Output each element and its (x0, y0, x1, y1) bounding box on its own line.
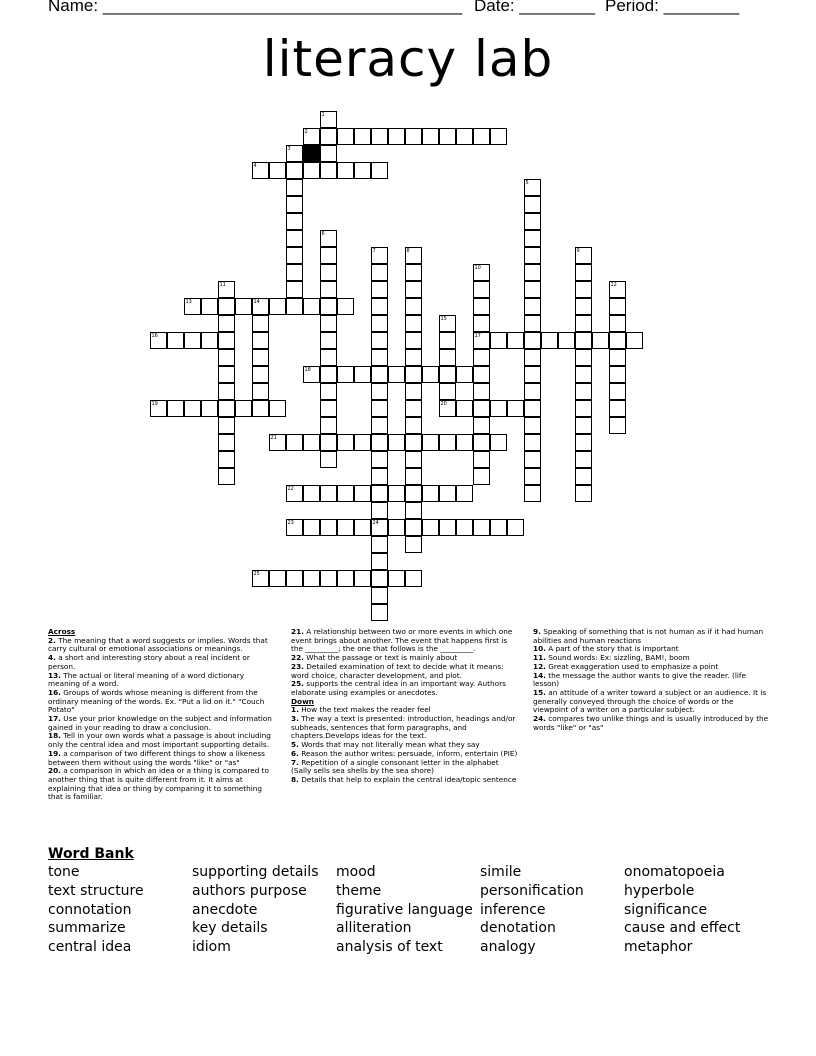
word-bank-title: Word Bank (48, 846, 134, 862)
crossword-cell[interactable] (524, 315, 541, 332)
crossword-cell[interactable] (269, 570, 286, 587)
crossword-cell[interactable] (388, 485, 405, 502)
crossword-cell[interactable] (320, 264, 337, 281)
clue-across-21: 21. A relationship between two or more events in which one event brings about another. The event that happens first is the _________; the one that follows is the _________. (291, 627, 513, 654)
crossword-cell[interactable] (218, 315, 235, 332)
crossword-cell[interactable] (609, 315, 626, 332)
crossword-cell[interactable] (473, 468, 490, 485)
crossword-cell[interactable] (286, 281, 303, 298)
crossword-cell[interactable] (303, 298, 320, 315)
crossword-cell[interactable] (320, 383, 337, 400)
crossword-cell[interactable] (303, 570, 320, 587)
crossword-cell[interactable] (354, 485, 371, 502)
word-bank-item: theme (336, 883, 382, 899)
crossword-cell[interactable] (388, 434, 405, 451)
crossword-cell[interactable] (473, 519, 490, 536)
clue-number-label: 6 (321, 230, 325, 237)
crossword-cell[interactable] (218, 468, 235, 485)
crossword-cell[interactable] (439, 332, 456, 349)
crossword-cell[interactable] (575, 298, 592, 315)
crossword-cell[interactable] (456, 485, 473, 502)
crossword-cell[interactable] (320, 434, 337, 451)
clue-number-label: 2 (304, 128, 308, 135)
crossword-cell[interactable] (524, 485, 541, 502)
clue-number-label: 25 (253, 570, 260, 577)
crossword-cell[interactable] (337, 128, 354, 145)
crossword-cell[interactable] (575, 434, 592, 451)
word-bank-item: metaphor (624, 939, 693, 955)
clue-down-6: 6. Reason the author writes: persuade, inform, entertain (PIE) (291, 748, 518, 758)
word-bank-item: summarize (48, 920, 126, 936)
crossword-cell[interactable] (524, 417, 541, 434)
crossword-cell[interactable] (473, 128, 490, 145)
crossword-cell[interactable] (337, 519, 354, 536)
crossword-cell[interactable] (439, 485, 456, 502)
crossword-cell[interactable] (337, 485, 354, 502)
crossword-cell[interactable] (269, 400, 286, 417)
crossword-cell[interactable] (405, 383, 422, 400)
crossword-cell[interactable] (473, 383, 490, 400)
clue-number-label: 5 (525, 179, 529, 186)
crossword-cell[interactable] (218, 434, 235, 451)
clue-number-label: 4 (253, 162, 257, 169)
crossword-cell[interactable] (405, 281, 422, 298)
crossword-cell[interactable] (473, 400, 490, 417)
crossword-cell[interactable] (371, 604, 388, 621)
period-field-label[interactable]: Period: ________ (605, 0, 740, 15)
crossword-cell[interactable] (592, 332, 609, 349)
crossword-cell[interactable] (507, 400, 524, 417)
crossword-cell[interactable] (575, 349, 592, 366)
clue-number-label: 16 (151, 332, 158, 339)
crossword-cell[interactable] (218, 383, 235, 400)
crossword-cell[interactable] (371, 502, 388, 519)
clue-down-12: 12. Great exaggeration used to emphasize a point (533, 661, 719, 671)
crossword-black-cell (303, 145, 320, 162)
crossword-cell[interactable] (235, 400, 252, 417)
word-bank-item: analogy (480, 939, 536, 955)
crossword-cell[interactable] (405, 298, 422, 315)
crossword-cell[interactable] (405, 366, 422, 383)
page-title: literacy lab (262, 30, 554, 88)
crossword-cell[interactable] (575, 315, 592, 332)
crossword-cell[interactable] (286, 247, 303, 264)
word-bank-item: central idea (48, 939, 132, 955)
crossword-cell[interactable] (575, 281, 592, 298)
crossword-cell[interactable] (354, 519, 371, 536)
crossword-cell[interactable] (388, 366, 405, 383)
crossword-cell[interactable] (456, 366, 473, 383)
word-bank-item: anecdote (192, 902, 258, 918)
crossword-cell[interactable] (575, 366, 592, 383)
word-bank-item: supporting details (192, 864, 319, 880)
crossword-cell[interactable] (320, 485, 337, 502)
crossword-cell[interactable] (320, 281, 337, 298)
crossword-cell[interactable] (371, 485, 388, 502)
crossword-cell[interactable] (371, 587, 388, 604)
crossword-cell[interactable] (422, 128, 439, 145)
crossword-cell[interactable] (405, 400, 422, 417)
crossword-cell[interactable] (320, 519, 337, 536)
crossword-cell[interactable] (320, 570, 337, 587)
clues-column-3 (533, 628, 769, 732)
across-heading: Across (48, 627, 76, 636)
clue-across-2: 2. The meaning that a word suggests or implies. Words that carry cultural or emotional associations or meanings. (48, 635, 268, 654)
crossword-cell[interactable] (354, 434, 371, 451)
crossword-cell[interactable] (405, 502, 422, 519)
crossword-cell[interactable] (456, 434, 473, 451)
crossword-cell[interactable] (218, 332, 235, 349)
crossword-cell[interactable] (371, 451, 388, 468)
crossword-cell[interactable] (303, 519, 320, 536)
crossword-cell[interactable] (456, 400, 473, 417)
crossword-cell[interactable] (252, 366, 269, 383)
crossword-cell[interactable] (405, 570, 422, 587)
clue-across-18: 18. Tell in your own words what a passage is about including only the central idea and most important supporting details. (48, 731, 271, 750)
clue-number-label: 21 (270, 434, 277, 441)
crossword-cell[interactable] (201, 298, 218, 315)
crossword-cell[interactable] (575, 264, 592, 281)
word-bank-item: cause and effect (624, 920, 741, 936)
crossword-cell[interactable] (371, 281, 388, 298)
crossword-cell[interactable] (524, 264, 541, 281)
crossword-cell[interactable] (286, 264, 303, 281)
crossword-cell[interactable] (524, 400, 541, 417)
crossword-cell[interactable] (490, 519, 507, 536)
clues-column-2 (291, 628, 519, 785)
crossword-cell[interactable] (371, 570, 388, 587)
down-heading: Down (291, 696, 315, 706)
crossword-cell[interactable] (286, 213, 303, 230)
crossword-cell[interactable] (354, 366, 371, 383)
crossword-cell[interactable] (286, 196, 303, 213)
clue-number-label: 7 (372, 247, 376, 254)
clue-across-23: 23. Detailed examination of text to decide what it means: word choice, character development, and plot. (291, 661, 504, 680)
crossword-cell[interactable] (507, 519, 524, 536)
crossword-cell[interactable] (354, 162, 371, 179)
clue-across-19: 19. a comparison of two different things to show a likeness between them without using the words "like" or "as" (48, 748, 265, 767)
crossword-cell[interactable] (286, 570, 303, 587)
crossword-cell[interactable] (303, 162, 320, 179)
word-bank-item: text structure (48, 883, 144, 899)
crossword-cell[interactable] (371, 162, 388, 179)
clue-number-label: 19 (151, 400, 158, 407)
clue-down-8: 8. Details that help to explain the central idea/topic sentence (291, 774, 517, 784)
word-bank-item: personification (480, 883, 584, 899)
crossword-cell[interactable] (524, 332, 541, 349)
word-bank-item: inference (480, 902, 546, 918)
crossword-cell[interactable] (286, 162, 303, 179)
crossword-cell[interactable] (575, 468, 592, 485)
crossword-cell[interactable] (609, 332, 626, 349)
crossword-cell[interactable] (286, 230, 303, 247)
clue-number-label: 22 (287, 485, 294, 492)
crossword-cell[interactable] (524, 196, 541, 213)
clue-number-label: 12 (610, 281, 617, 288)
crossword-cell[interactable] (371, 366, 388, 383)
crossword-cell[interactable] (473, 417, 490, 434)
crossword-cell[interactable] (252, 400, 269, 417)
word-bank-item: figurative language (336, 902, 473, 918)
crossword-cell[interactable] (575, 485, 592, 502)
crossword-cell[interactable] (218, 417, 235, 434)
clue-number-label: 3 (287, 145, 291, 152)
crossword-cell[interactable] (473, 366, 490, 383)
crossword-cell[interactable] (473, 315, 490, 332)
crossword-cell[interactable] (371, 264, 388, 281)
crossword-cell[interactable] (337, 162, 354, 179)
crossword-cell[interactable] (609, 349, 626, 366)
crossword-cell[interactable] (473, 281, 490, 298)
word-bank-item: key details (192, 920, 268, 936)
clue-across-22: 22. What the passage or text is mainly about (291, 653, 458, 663)
crossword-cell[interactable] (456, 128, 473, 145)
clue-number-label: 24 (372, 519, 379, 526)
clue-number-label: 14 (253, 298, 260, 305)
clue-number-label: 20 (440, 400, 447, 407)
crossword-cell[interactable] (541, 332, 558, 349)
clue-across-13: 13. The actual or literal meaning of a word dictionary meaning of a word. (48, 670, 245, 689)
crossword-cell[interactable] (490, 400, 507, 417)
crossword-cell[interactable] (609, 383, 626, 400)
crossword-cell[interactable] (184, 400, 201, 417)
clue-down-1: 1. How the text makes the reader feel (291, 705, 431, 715)
crossword-cell[interactable] (252, 315, 269, 332)
crossword-cell[interactable] (235, 298, 252, 315)
crossword-cell[interactable] (218, 298, 235, 315)
clue-down-5: 5. Words that may not literally mean what they say (291, 740, 480, 750)
clue-down-3: 3. The way a text is presented: introduction, headings and/or subheads, sentences that form paragraphs, and chapters.Develops ideas for the text. (291, 714, 516, 741)
crossword-cell[interactable] (524, 451, 541, 468)
name-field-label[interactable]: Name: ______________________________________ (48, 0, 463, 15)
crossword-cell[interactable] (524, 298, 541, 315)
crossword-cell[interactable] (524, 247, 541, 264)
crossword-cell[interactable] (320, 332, 337, 349)
crossword-cell[interactable] (218, 349, 235, 366)
word-bank-item: onomatopoeia (624, 864, 725, 880)
crossword-cell[interactable] (337, 366, 354, 383)
crossword-cell[interactable] (286, 434, 303, 451)
crossword-cell[interactable] (524, 383, 541, 400)
crossword-cell[interactable] (252, 383, 269, 400)
crossword-cell[interactable] (405, 434, 422, 451)
crossword-cell[interactable] (422, 485, 439, 502)
crossword-cell[interactable] (201, 400, 218, 417)
crossword-cell[interactable] (218, 366, 235, 383)
crossword-cell[interactable] (405, 485, 422, 502)
crossword-cell[interactable] (473, 298, 490, 315)
word-bank-item: authors purpose (192, 883, 307, 899)
crossword-cell[interactable] (371, 400, 388, 417)
clue-number-label: 9 (576, 247, 580, 254)
word-bank-item: connotation (48, 902, 132, 918)
clue-down-24: 24. compares two unlike things and is usually introduced by the words "like" or "as" (533, 714, 769, 732)
clue-number-label: 8 (406, 247, 410, 254)
crossword-cell[interactable] (609, 298, 626, 315)
crossword-cell[interactable] (405, 417, 422, 434)
crossword-cell[interactable] (524, 281, 541, 298)
clue-down-9: 9. Speaking of something that is not human as if it had human abilities and human reactions (533, 627, 764, 645)
crossword-cell[interactable] (490, 332, 507, 349)
word-bank-item: denotation (480, 920, 556, 936)
crossword-cell[interactable] (388, 519, 405, 536)
crossword-cell[interactable] (320, 128, 337, 145)
crossword-cell[interactable] (609, 400, 626, 417)
crossword-cell[interactable] (252, 332, 269, 349)
crossword-cell[interactable] (473, 349, 490, 366)
clue-down-10: 10. A part of the story that is important (533, 644, 679, 654)
crossword-cell[interactable] (320, 247, 337, 264)
clue-down-14: 14. the message the author wants to give the reader. (life lesson) (533, 670, 746, 689)
crossword-cell[interactable] (320, 366, 337, 383)
crossword-cell[interactable] (439, 434, 456, 451)
clue-across-25: 25. supports the central idea in an important way. Authors elaborate using examples or anecdotes. (291, 679, 506, 697)
clue-down-15: 15. an attitude of a writer toward a subject or an audience. It is generally conveyed through the choice of words or the viewpoint of a writer on a particular subject. (533, 687, 767, 715)
crossword-cell[interactable] (303, 434, 320, 451)
clue-number-label: 11 (219, 281, 226, 288)
word-bank-item: idiom (192, 939, 231, 955)
word-bank-item: analysis of text (336, 939, 443, 955)
crossword-cell[interactable] (320, 298, 337, 315)
crossword-cell[interactable] (337, 434, 354, 451)
crossword-cell[interactable] (252, 349, 269, 366)
crossword-cell[interactable] (575, 451, 592, 468)
crossword-cell[interactable] (507, 332, 524, 349)
crossword-cell[interactable] (490, 128, 507, 145)
crossword-cell[interactable] (371, 536, 388, 553)
clue-across-17: 17. Use your prior knowledge on the subject and information gained in your reading to draw a conclusion. (48, 714, 272, 732)
crossword-cell[interactable] (320, 451, 337, 468)
crossword-cell[interactable] (371, 553, 388, 570)
word-bank-item: tone (48, 864, 80, 880)
clue-down-7: 7. Repetition of a single consonant letter in the alphabet (Sally sells sea shells by the sea shore) (291, 757, 499, 776)
crossword-cell[interactable] (422, 434, 439, 451)
crossword-cell[interactable] (439, 519, 456, 536)
crossword-cell[interactable] (201, 332, 218, 349)
crossword-cell[interactable] (405, 349, 422, 366)
clue-across-16: 16. Groups of words whose meaning is different from the ordinary meaning of the words. Ex. "Put a lid on it." "Couch Potato" (48, 687, 265, 715)
crossword-cell[interactable] (575, 417, 592, 434)
crossword-cell[interactable] (354, 128, 371, 145)
date-field-label[interactable]: Date: ________ (474, 0, 595, 15)
clue-down-11: 11. Sound words: Ex: sizzling, BAM!, boom (533, 653, 690, 663)
crossword-cell[interactable] (609, 366, 626, 383)
crossword-cell[interactable] (388, 128, 405, 145)
clue-number-label: 1 (321, 111, 325, 118)
crossword-cell[interactable] (439, 128, 456, 145)
crossword-cell[interactable] (167, 400, 184, 417)
crossword-cell[interactable] (405, 128, 422, 145)
crossword-cell[interactable] (405, 315, 422, 332)
crossword-cell[interactable] (575, 332, 592, 349)
crossword-cell[interactable] (320, 315, 337, 332)
crossword-cell[interactable] (218, 400, 235, 417)
crossword-cell[interactable] (371, 349, 388, 366)
crossword-cell[interactable] (371, 298, 388, 315)
crossword-cell[interactable] (422, 519, 439, 536)
crossword-cell[interactable] (371, 315, 388, 332)
crossword-cell[interactable] (371, 417, 388, 434)
word-bank-item: mood (336, 864, 376, 880)
crossword-cell[interactable] (524, 434, 541, 451)
crossword-cell[interactable] (439, 366, 456, 383)
crossword-cell[interactable] (320, 400, 337, 417)
crossword-cell[interactable] (575, 383, 592, 400)
crossword-cell[interactable] (439, 383, 456, 400)
crossword-cell[interactable] (524, 366, 541, 383)
crossword-cell[interactable] (354, 570, 371, 587)
crossword-cell[interactable] (320, 145, 337, 162)
crossword-cell[interactable] (575, 400, 592, 417)
crossword-cell[interactable] (320, 349, 337, 366)
clue-number-label: 18 (304, 366, 311, 373)
crossword-cell[interactable] (405, 332, 422, 349)
word-bank-item: significance (624, 902, 708, 918)
crossword-cell[interactable] (524, 230, 541, 247)
clue-number-label: 23 (287, 519, 294, 526)
crossword-cell[interactable] (371, 434, 388, 451)
crossword-cell[interactable] (405, 519, 422, 536)
crossword-cell[interactable] (524, 213, 541, 230)
crossword-cell[interactable] (320, 162, 337, 179)
crossword-cell[interactable] (371, 383, 388, 400)
clue-across-20: 20. a comparison in which an idea or a thing is compared to another thing that is quite different from it. It aims at explaining that idea or thing by comparing it to something that is familiar. (48, 766, 269, 802)
clues-column-1 (48, 628, 276, 802)
clue-number-label: 10 (474, 264, 481, 271)
crossword-cell[interactable] (558, 332, 575, 349)
crossword-cell[interactable] (490, 434, 507, 451)
clue-number-label: 13 (185, 298, 192, 305)
clue-across-4: 4. a short and interesting story about a real incident or person. (48, 653, 250, 671)
crossword-cell[interactable] (286, 179, 303, 196)
crossword-cell[interactable] (524, 468, 541, 485)
clue-number-label: 17 (474, 332, 481, 339)
crossword-cell[interactable] (371, 128, 388, 145)
crossword-cell[interactable] (371, 468, 388, 485)
crossword-cell[interactable] (405, 264, 422, 281)
crossword-cell[interactable] (337, 570, 354, 587)
crossword-cell[interactable] (626, 332, 643, 349)
crossword-cell[interactable] (218, 451, 235, 468)
clue-number-label: 15 (440, 315, 447, 322)
crossword-cell[interactable] (167, 332, 184, 349)
crossword-cell[interactable] (405, 468, 422, 485)
crossword-cell[interactable] (405, 451, 422, 468)
word-bank-item: alliteration (336, 920, 412, 936)
crossword-cell[interactable] (609, 417, 626, 434)
word-bank-item: simile (480, 864, 522, 880)
crossword-cell[interactable] (320, 417, 337, 434)
crossword-cell[interactable] (303, 485, 320, 502)
crossword-cell[interactable] (473, 434, 490, 451)
word-bank-item: hyperbole (624, 883, 695, 899)
crossword-cell[interactable] (422, 366, 439, 383)
crossword-cell[interactable] (456, 519, 473, 536)
crossword-cell[interactable] (524, 349, 541, 366)
crossword-cell[interactable] (439, 349, 456, 366)
crossword-cell[interactable] (286, 298, 303, 315)
crossword-cell[interactable] (184, 332, 201, 349)
crossword-cell[interactable] (337, 298, 354, 315)
crossword-cell[interactable] (388, 570, 405, 587)
crossword-cell[interactable] (269, 162, 286, 179)
crossword-cell[interactable] (269, 298, 286, 315)
crossword-cell[interactable] (371, 332, 388, 349)
crossword-cell[interactable] (405, 536, 422, 553)
crossword-cell[interactable] (473, 451, 490, 468)
